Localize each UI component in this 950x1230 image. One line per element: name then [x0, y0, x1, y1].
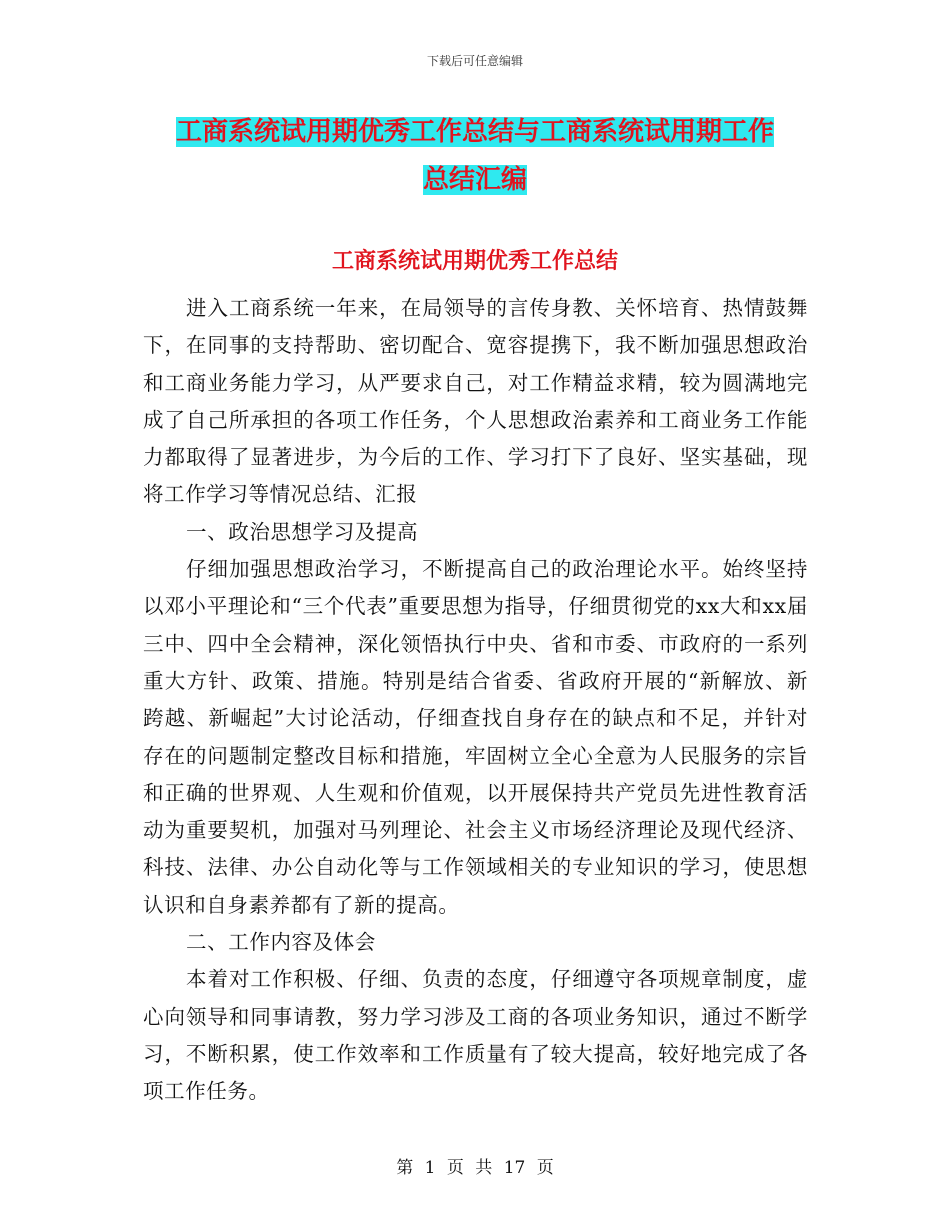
page-footer	[0, 1153, 950, 1178]
footer-prefix: 第	[396, 1158, 414, 1178]
heading-political-study: 一、政治思想学习及提高	[186, 519, 419, 544]
page-header-note: 下载后可任意编辑	[426, 54, 523, 68]
footer-suffix: 页	[536, 1158, 554, 1178]
heading-work-content: 二、工作内容及体会	[186, 930, 376, 955]
paragraph-intro: 进入工商系统一年来，在局领导的言传身教、关怀培育、热情鼓舞下，在同事的支持帮助、密切配合、宽容提携下，我不断加强思想政治和工商业务能力学习，从严要求自己，对工作精益求精，较为圆满地完成了自己所承担的各项工作任务，个人思想政治素养和工商业务工作能力都取得了显著进步，为今后的工作、学习打下了良好、坚实基础，现将工作学习等情况总结、汇报	[143, 296, 808, 507]
total-pages: 17	[503, 1158, 526, 1178]
footer-middle: 页 共	[446, 1158, 493, 1178]
title-line-2: 总结汇编	[422, 165, 527, 195]
document-title	[0, 108, 950, 204]
paragraph-political-study: 仔细加强思想政治学习，不断提高自己的政治理论水平。始终坚持以邓小平理论和“三个代表”重要思想为指导，仔细贯彻党的xx大和xx届三中、四中全会精神，深化领悟执行中央、省和市委、市政府的一系列重大方针、政策、措施。特别是结合省委、省政府开展的“新解放、新跨越、新崛起”大讨论活动，仔细查找自身存在的缺点和不足，并针对存在的问题制定整改目标和措施，牢固树立全心全意为人民服务的宗旨和正确的世界观、人生观和价值观，以开展保持共产党员先进性教育活动为重要契机，加强对马列理论、社会主义市场经济理论及现代经济、科技、法律、办公自动化等与工作领域相关的专业知识的学习，使思想认识和自身素养都有了新的提高。	[143, 557, 808, 917]
page-number: 1	[424, 1158, 436, 1178]
paragraph-work-content: 本着对工作积极、仔细、负责的态度，仔细遵守各项规章制度，虚心向领导和同事请教，努力学习涉及工商的各项业务知识，通过不断学习，不断积累，使工作效率和工作质量有了较大提高，较好地完成了各项工作任务。	[143, 967, 808, 1104]
section-title: 工商系统试用期优秀工作总结	[331, 248, 618, 274]
title-line-1: 工商系统试用期优秀工作总结与工商系统试用期工作	[175, 117, 774, 147]
document-body	[143, 290, 808, 1111]
